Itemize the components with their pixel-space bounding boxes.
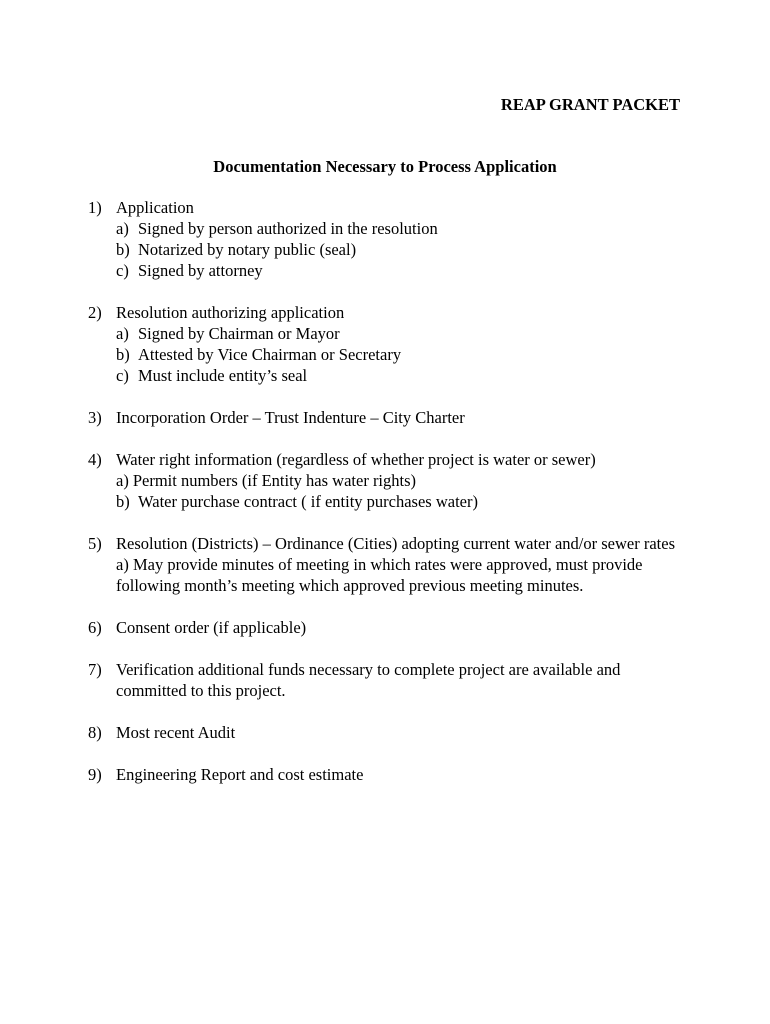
subtitle-text: Documentation Necessary to Process Application (213, 157, 557, 176)
item-number: 9) (88, 765, 102, 784)
sub-text: Attested by Vice Chairman or Secretary (138, 345, 402, 364)
sub-item (116, 344, 688, 365)
sub-text: Must include entity’s seal (138, 366, 308, 385)
sub-text: Water purchase contract ( if entity purchases water) (138, 492, 478, 511)
packet-title: REAP GRANT PACKET (500, 95, 680, 114)
list-item (88, 449, 688, 512)
sub-letter: a) (116, 324, 129, 343)
item-note: a) May provide minutes of meeting in which rates were approved, must provide following month’s meeting which approved previous meeting minutes. (116, 555, 643, 595)
sub-item (116, 323, 688, 344)
item-text: Water right information (regardless of whether project is water or sewer) (116, 450, 596, 469)
item-text: Incorporation Order – Trust Indenture – City Charter (116, 408, 465, 427)
item-number: 5) (88, 534, 102, 553)
item-number: 7) (88, 660, 102, 679)
sub-item (116, 365, 688, 386)
list-item (88, 722, 688, 743)
item-number: 1) (88, 198, 102, 217)
item-number: 8) (88, 723, 102, 742)
sub-letter: c) (116, 261, 129, 280)
list-item (88, 764, 688, 785)
sub-letter: b) (116, 492, 130, 511)
sub-text: Permit numbers (if Entity has water rights) (132, 471, 417, 490)
list-item (88, 617, 688, 638)
sub-text: Notarized by notary public (seal) (138, 240, 357, 259)
sub-letter: a) (116, 219, 129, 238)
sub-text: Signed by attorney (138, 261, 263, 280)
sub-letter: b) (116, 345, 130, 364)
list-item (88, 407, 688, 428)
list-item (88, 302, 688, 386)
sub-item (116, 239, 688, 260)
item-text: Consent order (if applicable) (116, 618, 307, 637)
item-number: 3) (88, 408, 102, 427)
requirements-list (88, 197, 688, 806)
item-number: 2) (88, 303, 102, 322)
sub-item (116, 218, 688, 239)
sub-letter: a) (116, 471, 129, 490)
sub-item (116, 491, 688, 512)
item-number: 6) (88, 618, 102, 637)
sub-letter: b) (116, 240, 130, 259)
sub-text: Signed by person authorized in the resolution (138, 219, 438, 238)
item-text: Engineering Report and cost estimate (116, 765, 364, 784)
sub-item (116, 470, 688, 491)
item-text: Resolution (Districts) – Ordinance (Cities) adopting current water and/or sewer rates (116, 534, 675, 553)
item-text: Most recent Audit (116, 723, 236, 742)
sub-item (116, 260, 688, 281)
list-item (88, 659, 688, 701)
item-text: Application (116, 198, 194, 217)
list-item (88, 197, 688, 281)
item-text: Verification additional funds necessary to complete project are available and committed to this project. (116, 660, 621, 700)
document-subtitle (0, 156, 770, 177)
sub-letter: c) (116, 366, 129, 385)
sub-text: Signed by Chairman or Mayor (138, 324, 340, 343)
item-text: Resolution authorizing application (116, 303, 345, 322)
list-item (88, 533, 688, 596)
item-number: 4) (88, 450, 102, 469)
